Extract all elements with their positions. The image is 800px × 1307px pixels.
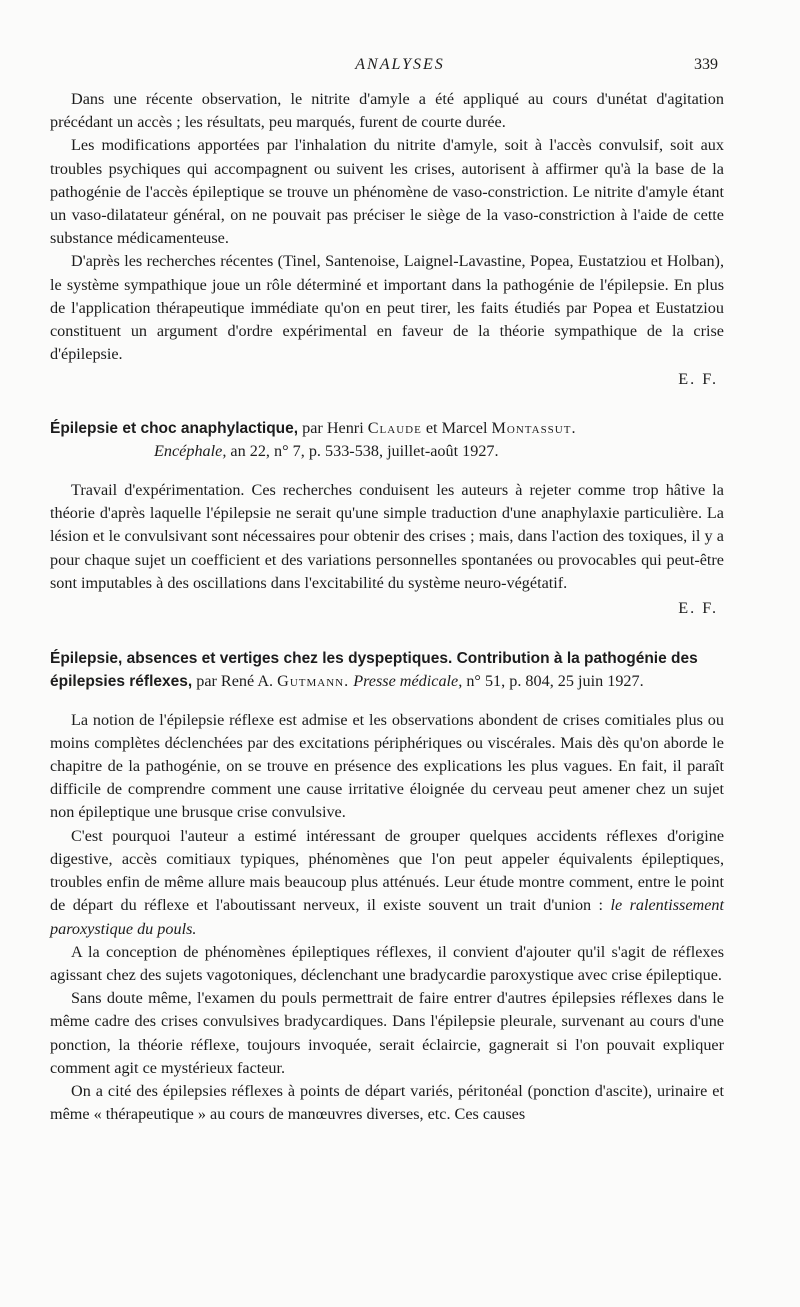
paragraph: Travail d'expérimentation. Ces recherches conduisent les auteurs à rejeter comme trop hâtive la théorie d'après laquelle l'épilepsie ne serait qu'une simple traduction d'une anaphylaxie particulière. La lésion et le convulsivant sont nécessaires pour obtenir des crises ; mais, dans l'action des toxiques, il y a pour chaque sujet un coefficient et des variations personnelles spontanées ou provocables qui peut-être sont imputables à des oscillations dans l'excitabilité du système neuro-végétatif. [50, 481, 724, 592]
reviewer-signature: E. F. [678, 370, 718, 389]
paragraph: Les modifications apportées par l'inhalation du nitrite d'amyle, soit à l'accès convulsif, soit aux troubles psychiques qui accompagnent ou suivent les crises, autorisent à affirmer qu'à la base de la pathogénie de l'accès épileptique se trouve un phénomène de vaso-constriction. Le nitrite d'amyle étant un vaso-dilatateur général, on ne pouvait pas préciser le siège de la vaso-constriction à l'aide de cette substance médicamenteuse. [50, 136, 724, 248]
author-prefix: par René A. [196, 672, 274, 691]
article-heading [50, 647, 724, 693]
reviewer-signature: E. F. [678, 599, 718, 618]
author-prefix: par Henri [302, 418, 364, 437]
paragraph: D'après les recherches récentes (Tinel, Santenoise, Laignel-Lavastine, Popea, Eustatziou et Holban), le système sympathique joue un rôle déterminé et important dans la pathogénie de l'épilepsie. En plus de l'application thérapeutique immédiate qu'on en peut tirer, les faits étudiés par Popea et Eustatziou constituent un argument d'ordre expérimental en faveur de la théorie sympathique de la crise d'épilepsie. [50, 252, 724, 364]
paragraph: La notion de l'épilepsie réflexe est admise et les observations abondent de crises comitiales plus ou moins complètes déclenchées par des excitations périphériques ou viscérales. Mais dès qu'on aborde le chapitre de la pathogénie, on se trouve en présence des explications les plus vagues. En fait, il paraît difficile de comprendre comment une cause irritative éloignée du cerveau peut amener chez un sujet non épileptique une brusque crise convulsive. [50, 710, 724, 822]
paragraph: On a cité des épilepsies réflexes à points de départ variés, péritonéal (ponction d'ascite), urinaire et même « thérapeutique » au cours de manœuvres diverses, etc. Ces causes [50, 1081, 724, 1124]
running-title: ANALYSES [355, 56, 445, 73]
page-number: 339 [694, 56, 718, 73]
paragraph: Dans une récente observation, le nitrite d'amyle a été appliqué au cours d'unétat d'agitation précédant un accès ; les résultats, peu marqués, furent de courte durée. [50, 90, 724, 132]
paragraph [50, 825, 724, 941]
page-body [50, 88, 724, 1126]
paragraph: A la conception de phénomènes épileptiques réflexes, il convient d'ajouter qu'il s'agit de réflexes agissant chez des sujets vagotoniques, déclenchant une bradycardie paroxystique avec crise épileptique. [50, 942, 724, 984]
paragraph: Sans doute même, l'examen du pouls permettrait de faire entrer d'autres épilepsies réflexes dans le même cadre des crises convulsives bradycardiques. Dans l'épilepsie pleurale, survenant au cours d'une ponction, la théorie réflexe, toujours invoquée, serait éclaircie, gagnerait si l'on pouvait expliquer comment agit ce mystérieux facteur. [50, 989, 724, 1077]
paragraph-text: C'est pourquoi l'auteur a estimé intéressant de grouper quelques accidents réflexes d'origine digestive, accès comitiaux typiques, phénomènes que l'on peut appeler équivalents épileptiques, troubles enfin de même allure mais beaucoup plus atténués. Leur étude montre comment, entre le point de départ du réflexe et l'aboutissant nerveux, il existe souvent un trait d'union : [50, 826, 724, 915]
emphasis-text: le ralentissement paroxystique du pouls. [50, 896, 724, 938]
author-name: Montassut. [491, 418, 577, 437]
journal-name: Presse médicale, [353, 672, 463, 691]
author-conjunction: et Marcel [425, 418, 488, 437]
article-title: Épilepsie, absences et vertiges chez les dyspeptiques. Contribution à la pathogénie des épilepsies réflexes, [50, 650, 698, 691]
running-header [0, 56, 800, 80]
author-name: Claude [367, 418, 422, 437]
article-heading [50, 417, 724, 463]
article-title: Épilepsie et choc anaphylactique, [50, 419, 299, 437]
citation: n° 51, p. 804, 25 juin 1927. [466, 672, 644, 691]
journal-name: Encéphale, [154, 441, 227, 460]
author-name: Gutmann. [277, 672, 350, 691]
citation: an 22, n° 7, p. 533-538, juillet-août 1927. [230, 441, 499, 460]
